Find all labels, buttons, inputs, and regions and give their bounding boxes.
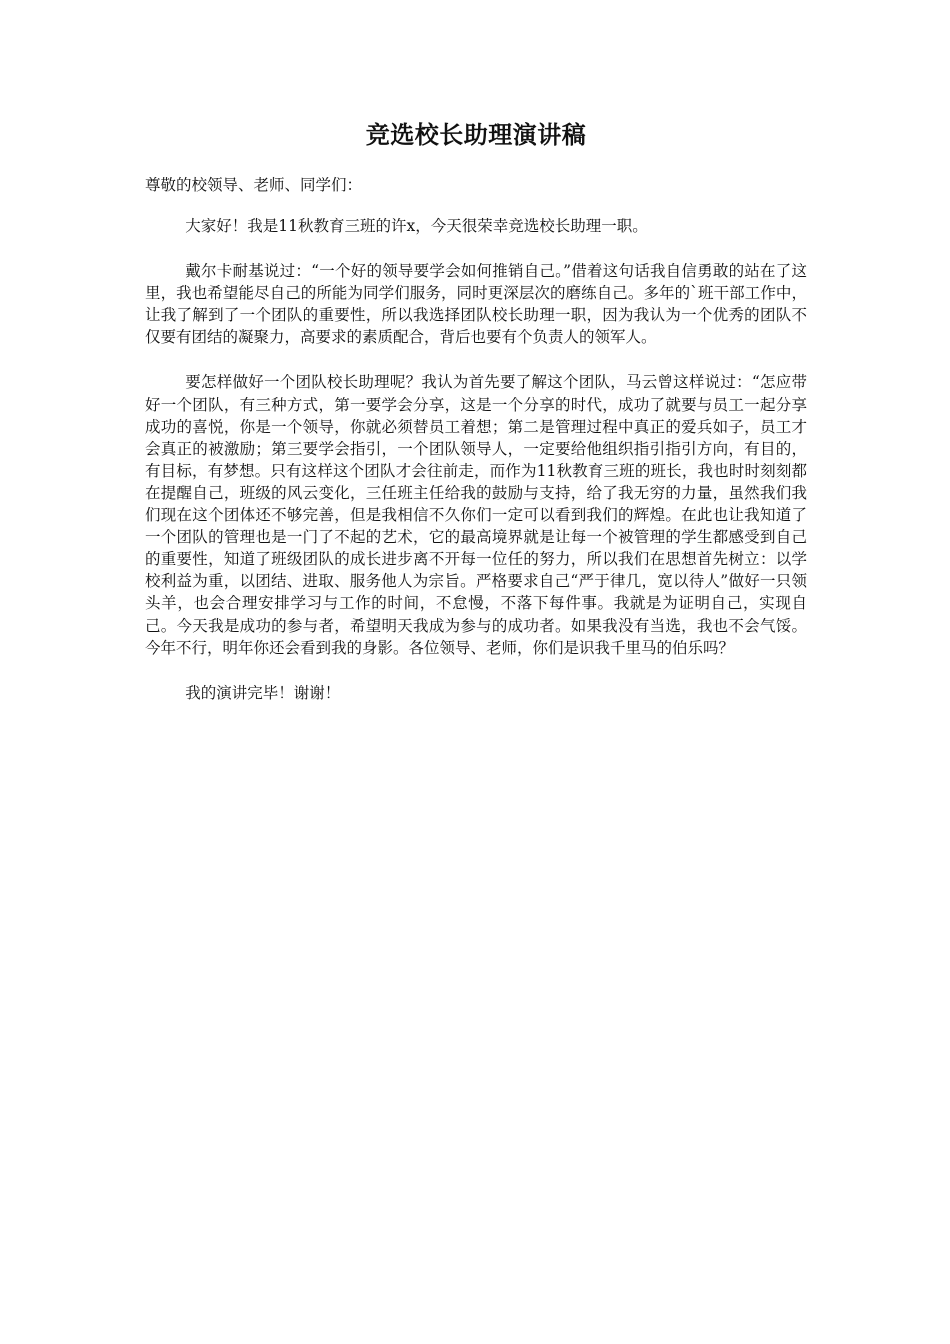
paragraph-greeting: 大家好！我是11秋教育三班的许x，今天很荣幸竞选校长助理一职。 [185, 217, 648, 235]
document-body [145, 118, 807, 727]
paragraph-motivation: 戴尔卡耐基说过：“一个好的领导要学会如何推销自己。”借着这句话我自信勇敢的站在了这里，我也希望能尽自己的所能为同学们服务，同时更深层次的磨练自己。多年的`班干部工作中，让我了解到了一个团队的重要性，所以我选择团队校长助理一职，因为我认为一个优秀的团队不仅要有团结的凝聚力，高要求的素质配合，背后也要有个负责人的领军人。 [145, 262, 807, 347]
paragraph-team-leadership: 要怎样做好一个团队校长助理呢？我认为首先要了解这个团队，马云曾这样说过：“怎应带好一个团队，有三种方式，第一要学会分享，这是一个分享的时代，成功了就要与员工一起分享成功的喜悦，你是一个领导，你就必须替员工着想；第二是管理过程中真正的爱兵如子，员工才会真正的被激励；第三要学会指引，一个团队领导人，一定要给他组织指引指引方向，有目的，有目标，有梦想。只有这样这个团队才会往前走，而作为11秋教育三班的班长，我也时时刻刻都在提醒自己，班级的风云变化，三任班主任给我的鼓励与支持，给了我无穷的力量，虽然我们我们现在这个团体还不够完善，但是我相信不久你们一定可以看到我们的辉煌。在此也让我知道了一个团队的管理也是一门了不起的艺术，它的最高境界就是让每一个被管理的学生都感受到自己的重要性，知道了班级团队的成长进步离不开每一位任的努力，所以我们在思想首先树立：以学校利益为重，以团结、进取、服务他人为宗旨。严格要求自己“严于律几，宽以待人”做好一只领头羊，也会合理安排学习与工作的时间，不怠慢，不落下每件事。我就是为证明自己，实现自己。今天我是成功的参与者，希望明天我成为参与的成功者。如果我没有当选，我也不会气馁。今年不行，明年你还会看到我的身影。各位领导、老师，你们是识我千里马的伯乐吗？ [145, 373, 807, 657]
paragraph-closing: 我的演讲完毕！谢谢！ [185, 683, 341, 702]
salutation: 尊敬的校领导、老师、同学们： [145, 176, 363, 194]
document-title: 竞选校长助理演讲稿 [365, 120, 587, 149]
